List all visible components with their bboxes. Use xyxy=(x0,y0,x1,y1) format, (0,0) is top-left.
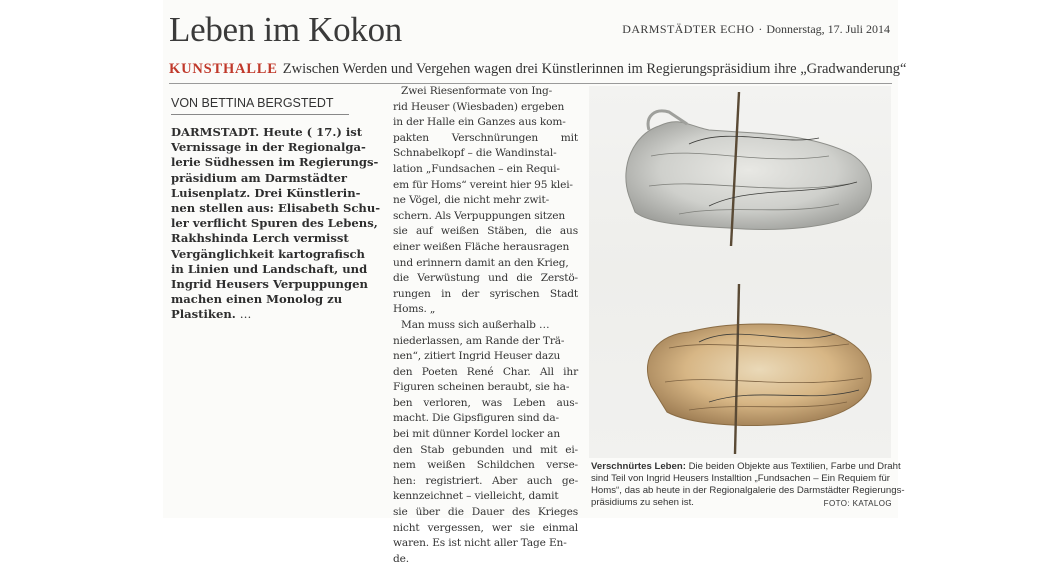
body-line: rid Heuser (Wiesbaden) ergeben xyxy=(393,100,565,113)
body-line: em für Homs“ vereint hier 95 klei- xyxy=(393,178,573,191)
lead-line: präsidium am Darmstädter xyxy=(171,170,348,185)
newspaper-clipping xyxy=(163,0,907,565)
body-line: Homs. „ xyxy=(393,303,436,316)
lead-line: ler verflicht Spuren des Lebens, xyxy=(171,216,378,231)
lead-line: Vernissage in der Regionalga- xyxy=(171,140,366,155)
body-column xyxy=(393,84,578,567)
body-line: macht. Die Gipsfiguren sind da- xyxy=(393,412,559,425)
lead-line: in Linien und Landschaft, und xyxy=(171,261,368,276)
newspaper-name: DARMSTÄDTER ECHO xyxy=(622,22,755,36)
lead-line: DARMSTADT. Heute ( 17.) ist xyxy=(171,125,363,139)
caption-line-first xyxy=(591,461,901,473)
masthead xyxy=(622,22,890,37)
body-line: schern. Als Verpuppungen sitzen xyxy=(393,209,566,222)
body-line: rungen in der syrischen Stadt xyxy=(393,287,578,300)
masthead-separator: · xyxy=(758,22,763,36)
body-line: niederlassen, am Rande der Trä- xyxy=(393,334,565,347)
lead-line: machen einen Monolog zu xyxy=(171,292,343,307)
body-line: sie auf weißen Stäben, die aus xyxy=(393,225,578,238)
body-line: waren. Es ist nicht aller Tage En- xyxy=(393,537,567,550)
lead-line: Rakhshinda Lerch vermisst xyxy=(171,231,349,246)
caption-label: Verschnürtes Leben: xyxy=(591,461,686,472)
lead-line: nen stellen aus: Elisabeth Schu- xyxy=(171,201,381,216)
body-line: ne Vögel, die nicht mehr zwit- xyxy=(393,194,550,207)
body-line: den Poeten René Char. All ihr xyxy=(393,365,578,378)
body-line: ben verloren, was Leben aus- xyxy=(393,396,578,409)
photo-credit: FOTO: KATALOG xyxy=(823,499,892,508)
caption-text: Die beiden Objekte aus Textilien, Farbe und Draht xyxy=(685,461,901,472)
artwork-photo xyxy=(589,86,891,458)
body-line: und erinnern damit an den Krieg, xyxy=(393,256,569,269)
subheadline xyxy=(169,61,907,78)
byline: VON BETTINA BERGSTEDT xyxy=(171,96,349,115)
lower-wrapped-figure xyxy=(647,284,871,454)
body-line: in der Halle ein Ganzes aus kom- xyxy=(393,116,566,129)
caption-line: Homs“, das ab heute in der Regionalgalerie des Darmstädter Regierungs- xyxy=(591,485,905,496)
body-line: Man muss sich außerhalb … xyxy=(401,318,550,331)
lead-line: lerie Südhessen im Regierungs- xyxy=(171,155,379,170)
wrapped-figures-illustration xyxy=(589,86,891,458)
caption-line: präsidiums zu sehen ist. xyxy=(591,497,694,508)
body-line: lation „Fundsachen – ein Requi- xyxy=(393,162,560,175)
body-line: sie über die Dauer des Krieges xyxy=(393,506,578,519)
lead-ellipsis: … xyxy=(239,307,252,322)
body-line: bei mit dünner Kordel locker an xyxy=(393,428,561,441)
lead-line: Ingrid Heusers Verpuppungen xyxy=(171,277,368,292)
lead-line: Luisenplatz. Drei Künstlerin- xyxy=(171,185,361,200)
body-line: kennzeichnet – vielleicht, damit xyxy=(393,490,559,503)
body-line: Figuren scheinen beraubt, sie ha- xyxy=(393,381,570,394)
body-line: den Stab gebunden und mit ei- xyxy=(393,443,578,456)
body-line: nem weißen Schildchen verse- xyxy=(393,459,578,472)
body-line: hen: registriert. Aber auch ge- xyxy=(393,474,578,487)
publication-date: Donnerstag, 17. Juli 2014 xyxy=(766,22,890,36)
body-line: nicht vergessen, wer sie einmal xyxy=(393,521,578,534)
body-line: Schnabelkopf – die Wandinstal- xyxy=(393,147,557,160)
body-line: nen“, zitiert Ingrid Heuser dazu xyxy=(393,350,561,363)
headline: Leben im Kokon xyxy=(169,10,402,49)
body-line: de. xyxy=(393,552,409,565)
lead-paragraph xyxy=(171,125,381,323)
body-line: Zwei Riesenformate von Ing- xyxy=(401,85,553,97)
upper-wrapped-figure xyxy=(626,92,872,246)
lead-line-last xyxy=(171,307,359,322)
body-line: die Verwüstung und die Zerstö- xyxy=(393,272,578,285)
body-line: einer weißen Fläche herausragen xyxy=(393,240,570,253)
lead-line: Vergänglichkeit kartografisch xyxy=(171,246,365,261)
section-kicker: KUNSTHALLE xyxy=(169,61,278,77)
caption-line: sind Teil von Ingrid Heusers Installtion „Fundsachen – Ein Requiem für xyxy=(591,473,890,484)
body-line: pakten Verschnürungen mit xyxy=(393,131,578,144)
lead-line-text: Plastiken. xyxy=(171,307,236,322)
subline: Zwischen Werden und Vergehen wagen drei Künstlerinnen im Regierungspräsidium ihre „Gradwanderung“ xyxy=(282,61,907,77)
